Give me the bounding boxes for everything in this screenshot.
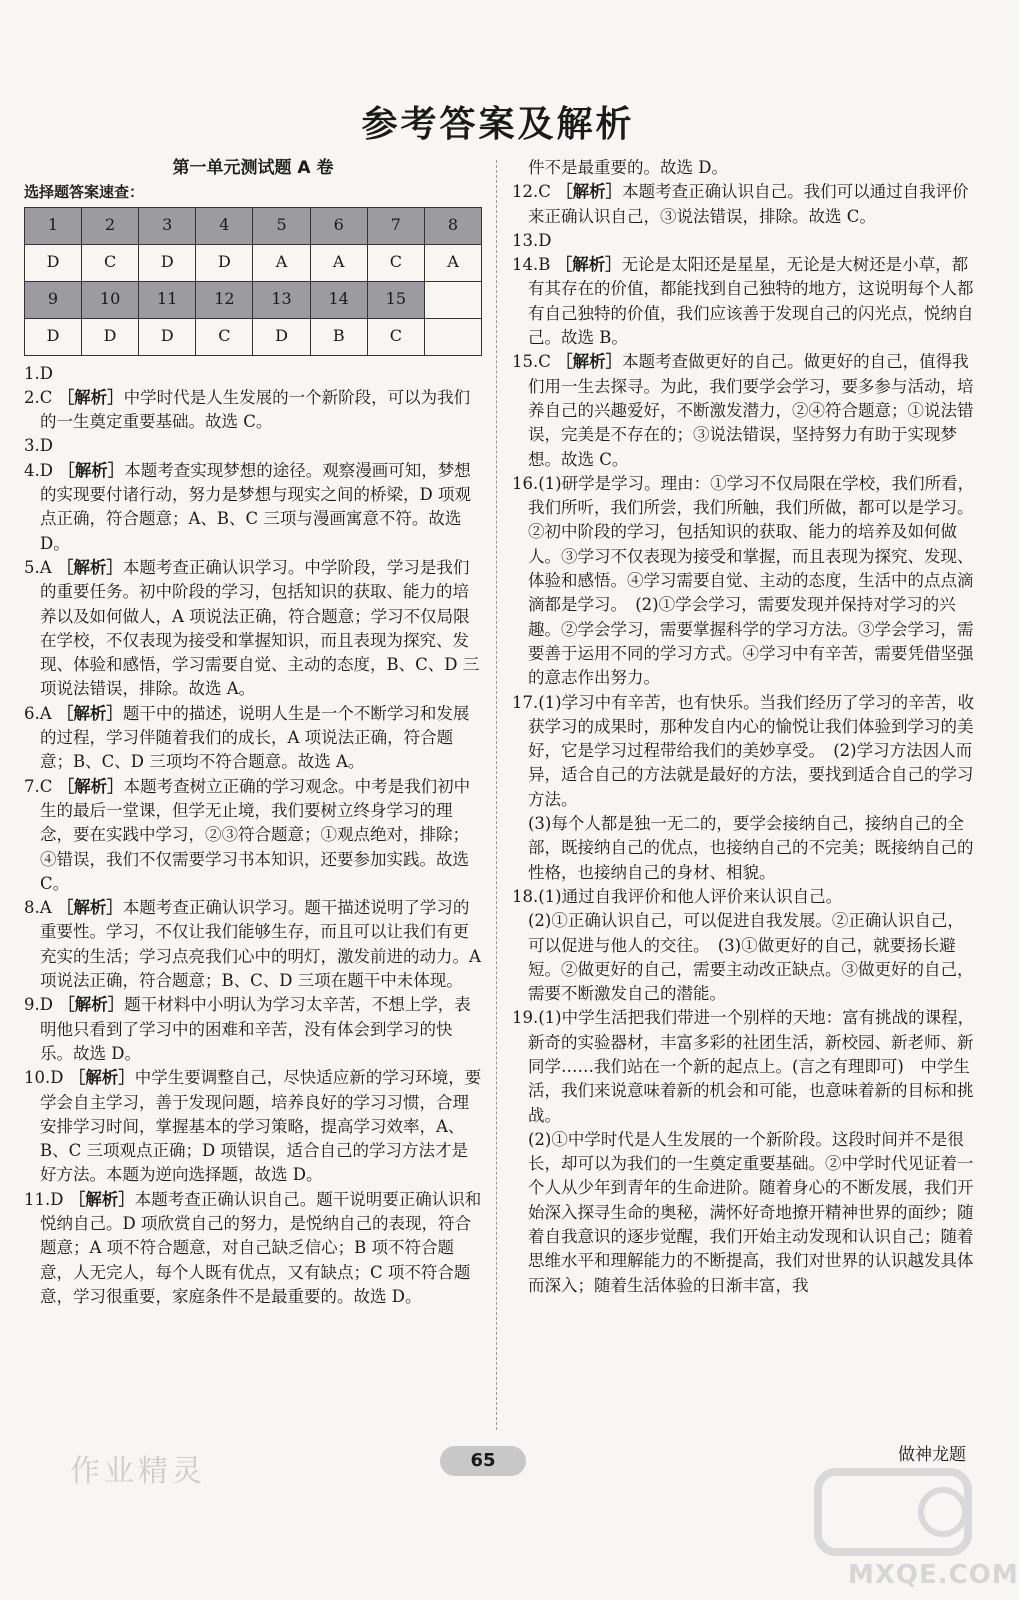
answer-table-cell: D: [196, 244, 253, 281]
answer-number: 5.A: [24, 557, 52, 577]
answer-table-cell: 15: [367, 281, 424, 318]
answer-table-cell: D: [253, 318, 310, 355]
answer-item: [24, 459, 482, 556]
answer-subpart: (2)①正确认识自己，可以促进自我发展。②正确认识自己，可以促进与他人的交往。 (3)①做更好的自己，就要扬长避短。②做更好的自己，需要主动改正缺点。③做更好的自己，需要不断激发自己的潜能。: [528, 911, 974, 1004]
answer-item: [24, 434, 482, 458]
answer-table-cell: 11: [139, 281, 196, 318]
answer-text: 本题考查实现梦想的途径。观察漫画可知，梦想的实现要付诸行动，努力是梦想与现实之间的桥梁，D 项观点正确，符合题意；A、B、C 三项与漫画寓意不符。故选 D。: [40, 460, 471, 553]
answer-table-number-row: [25, 207, 482, 244]
answer-item: [24, 386, 482, 435]
analysis-tag: ［解析］: [56, 557, 123, 577]
answer-item: [512, 691, 976, 812]
analysis-tag: ［解析］: [57, 387, 124, 407]
answer-item: [512, 180, 976, 229]
answer-item: [24, 1066, 482, 1187]
answer-item: [24, 993, 482, 1066]
answer-continuation: 件不是最重要的。故选 D。: [528, 158, 728, 177]
column-divider: [496, 160, 497, 1430]
answer-text: (1)中学生活把我们带进一个别样的天地：富有挑战的课程，新奇的实验器材，丰富多彩的社团生活，新校园、新老师、新同学……我们站在一个新的起点上。(言之有理即可) 中学生活，我们来说意味着新的机会和可能，也意味着新的目标和挑战。: [528, 1008, 975, 1125]
answer-number: 7.C: [24, 776, 53, 796]
analysis-tag: ［解析］: [58, 460, 125, 480]
answer-number: 17.: [512, 692, 539, 712]
answer-text: 本题考查做更好的自己。做更好的自己，值得我们用一生去探寻。为此，我们要学会学习，要多参与活动，培养自己的兴趣爱好，不断激发潜力，②④符合题意；①说法错误，完美是不存在的；③说法错误，坚持努力有助于实现梦想。故选 C。: [528, 352, 974, 469]
answer-table-cell: B: [310, 318, 367, 355]
answer-table-cell: 2: [82, 207, 139, 244]
answer-table-cell: 10: [82, 281, 139, 318]
page-title: 参考答案及解析: [361, 104, 635, 145]
answer-item: [24, 775, 482, 896]
page-number: 65: [440, 1446, 526, 1476]
answer-table-cell: 3: [139, 207, 196, 244]
answer-number: 16.: [512, 473, 539, 493]
answer-number: 6.A: [24, 703, 52, 723]
answer-table-cell: 5: [253, 207, 310, 244]
answer-table-cell: 14: [310, 281, 367, 318]
analysis-tag: ［解析］: [58, 995, 125, 1015]
answer-table-answer-row: [25, 318, 482, 355]
answer-item: [24, 556, 482, 702]
answer-item: [512, 885, 976, 909]
answer-text: 题干中的描述，说明人生是一个不断学习和发展的过程，学习伴随着我们的成长，A 项说法正确，符合题意；B、C、D 三项均不符合题意。故选 A。: [40, 703, 470, 772]
footer-series: 做神龙题: [898, 1445, 966, 1465]
answer-subpart: (2)①中学时代是人生发展的一个新阶段。这段时间并不是很长，却可以为我们的一生奠定重要基础。②中学时代见证着一个人从少年到青年的生命进阶。随着身心的不断发展，我们开始深入探寻生命的奥秘，满怀好奇地撩开精神世界的面纱；随着自我意识的逐步觉醒，我们开始主动发现和认识自己；随着思维水平和理解能力的不断提高，我们对世界的认识越发具体而深入；随着生活体验的日渐丰富，我: [528, 1129, 974, 1295]
answer-number: 15.C: [512, 352, 551, 372]
answer-table-cell: 9: [25, 281, 82, 318]
right-column: [512, 156, 976, 1298]
analysis-tag: ［解析］: [56, 898, 123, 918]
watermark-text: MXQE.COM: [848, 1560, 1019, 1590]
quick-answer-title: 选择题答案速查：: [24, 183, 145, 202]
analysis-tag: ［解析］: [56, 703, 123, 723]
answer-table-cell: 12: [196, 281, 253, 318]
answer-table-number-row: [25, 281, 482, 318]
answer-item: [512, 1006, 976, 1127]
answer-number: 4.D: [24, 460, 53, 480]
answer-text: (1)研学是学习。理由：①学习不仅局限在学校，我们所看，我们所听，我们所尝，我们所触，我们所做，都可以是学习。②初中阶段的学习，包括知识的获取、能力的培养及如何做人。③学习不仅表现为接受和掌握，而且表现为探究、发现、体验和感悟。④学习需要自觉、主动的态度，生活中的点点滴滴都是学习。 (2)①学会学习，需要发现并保持对学习的兴趣。②学会学习，需要掌握科学的学习方法。③学会学习，需要善于运用不同的学习方式。④学习中有辛苦，需要凭借坚强的意志作出努力。: [528, 473, 975, 688]
answer-text: 本题考查正确认识学习。题干描述说明了学习的重要性。学习，不仅让我们能够生存，而且可以让我们有更充实的生活；学习点亮我们心中的明灯，激发前进的动力。A 项说法正确，符合题意；B、C、D 三项在题干中未体现。: [40, 898, 481, 991]
answer-number: 10.D: [24, 1068, 64, 1088]
answer-text: 中学生要调整自己，尽快适应新的学习环境，要学会自主学习，善于发现问题，培养良好的学习习惯，合理安排学习时间，掌握基本的学习策略，提高学习效率，A、B、C 三项观点正确；D 项错误，适合自己的学习方法才是好方法。本题为逆向选择题，故选 D。: [40, 1068, 482, 1185]
answer-item: [24, 896, 482, 993]
left-column: [24, 156, 482, 1309]
answer-item: [24, 702, 482, 775]
footer-brand: 作业精灵: [70, 1454, 206, 1489]
analysis-tag: ［解析］: [68, 1189, 135, 1209]
answer-text: (1)通过自我评价和他人评价来认识自己。: [538, 886, 843, 906]
analysis-tag: ［解析］: [68, 1068, 135, 1088]
answer-item: [24, 362, 482, 386]
answer-table-cell: D: [82, 318, 139, 355]
answer-table-cell: 7: [367, 207, 424, 244]
answer-number: 9.D: [24, 995, 53, 1015]
answer-number: 14.B: [512, 255, 551, 275]
answer-table-cell: [424, 281, 481, 318]
answer-table-cell: A: [253, 244, 310, 281]
answer-text: 本题考查正确认识学习。中学阶段，学习是我们的重要任务。初中阶段的学习，包括知识的获取、能力的培养以及如何做人，A 项说法正确，符合题意；学习不仅局限在学校，不仅表现为接受和掌握知识，而且表现为探究、发现、体验和感悟，学习需要自觉、主动的态度，B、C、D 三项说法错误，排除。故选 A。: [40, 557, 480, 699]
answer-number: 19.: [512, 1008, 539, 1028]
answer-table-cell: 1: [25, 207, 82, 244]
analysis-tag: ［解析］: [556, 182, 623, 202]
answer-number: 13.D: [512, 230, 552, 250]
answer-text: 本题考查树立正确的学习观念。中考是我们初中生的最后一堂课，但学无止境，我们要树立终身学习的理念，要在实践中学习，②③符合题意；①观点绝对，排除；④错误，我们不仅需要学习书本知识，还要参加实践。故选 C。: [40, 776, 471, 893]
answer-item: [512, 229, 976, 253]
answer-number: 2.C: [24, 387, 53, 407]
answer-text: 无论是太阳还是星星，无论是大树还是小草，都有其存在的价值，都能找到自己独特的地方，这说明每个人都有自己独特的价值，我们应该善于发现自己的闪光点，悦纳自己。故选 B。: [528, 255, 974, 348]
answer-table-cell: C: [367, 318, 424, 355]
answer-table-cell: D: [25, 244, 82, 281]
answer-table-cell: D: [139, 244, 196, 281]
analysis-tag: ［解析］: [57, 776, 124, 796]
answer-item: [512, 253, 976, 350]
answer-table-cell: D: [139, 318, 196, 355]
answer-item: [512, 350, 976, 471]
answer-number: 11.D: [24, 1189, 64, 1209]
answer-table-cell: C: [367, 244, 424, 281]
answer-subpart: (3)每个人都是独一无二的，要学会接纳自己，接纳自己的全部，既接纳自己的优点，也接纳自己的不完美；既接纳自己的性格，也接纳自己的身材、相貌。: [528, 814, 974, 882]
answer-table-answer-row: [25, 244, 482, 281]
answer-number: 18.: [512, 886, 539, 906]
answer-table-cell: 4: [196, 207, 253, 244]
answer-number: 8.A: [24, 898, 52, 918]
answer-text: 本题考查正确认识自己。我们可以通过自我评价来正确认识自己，③说法错误，排除。故选 C。: [528, 182, 969, 226]
answer-table-cell: A: [310, 244, 367, 281]
answer-table-cell: 13: [253, 281, 310, 318]
answer-number: 12.C: [512, 182, 551, 202]
answer-table-cell: A: [424, 244, 481, 281]
analysis-tag: ［解析］: [555, 255, 622, 275]
answer-table-cell: D: [25, 318, 82, 355]
answer-text: (1)学习中有辛苦，也有快乐。当我们经历了学习的辛苦，收获学习的成果时，那种发自内心的愉悦让我们体验到学习的美好，它是学习过程带给我们的美妙享受。 (2)学习方法因人而异，适合自己的方法就是最好的方法，要找到适合自己的学习方法。: [528, 692, 975, 809]
answer-table-cell: 8: [424, 207, 481, 244]
answer-table-cell: 6: [310, 207, 367, 244]
answer-table-cell: C: [82, 244, 139, 281]
answer-table-cell: C: [196, 318, 253, 355]
answer-table-cell: [424, 318, 481, 355]
analysis-tag: ［解析］: [556, 352, 623, 372]
answer-text: 题干材料中小明认为学习太辛苦，不想上学，表明他只看到了学习中的困难和辛苦，没有体会到学习的快乐。故选 D。: [40, 995, 471, 1063]
answer-text: 中学时代是人生发展的一个新阶段，可以为我们的一生奠定重要基础。故选 C。: [40, 387, 471, 432]
answer-table: [24, 207, 482, 356]
answer-number: 1.D: [24, 363, 53, 383]
section-title: 第一单元测试题 A 卷: [172, 158, 334, 178]
answer-item: [512, 472, 976, 691]
answer-text: 本题考查正确认识自己。题干说明要正确认识和悦纳自己。D 项欣赏自己的努力，是悦纳自己的表现，符合题意；A 项不符合题意，对自己缺乏信心；B 项不符合题意，人无完人，每个人既有优点，又有缺点；C 项不符合题意，学习很重要，家庭条件不是最重要的。故选 D。: [40, 1189, 482, 1306]
answer-number: 3.D: [24, 436, 53, 456]
right-answer-list: [512, 180, 976, 1298]
left-answer-list: [24, 362, 482, 1310]
answer-item: [24, 1188, 482, 1309]
